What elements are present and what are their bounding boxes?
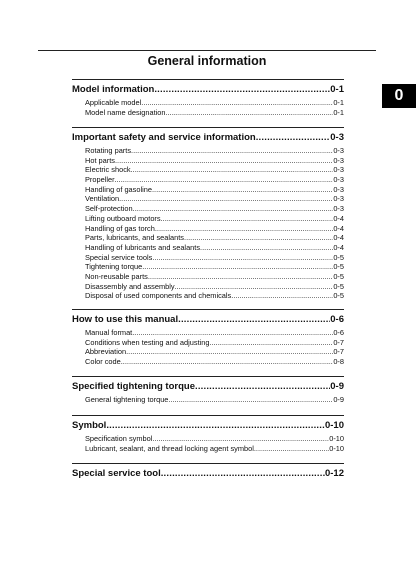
toc-heading[interactable] <box>72 314 344 326</box>
toc-section-tightening-torque <box>72 376 344 405</box>
toc-entry-label: Conditions when testing and adjusting <box>85 337 210 347</box>
toc-entry-page: 0-7 <box>333 337 344 347</box>
toc-entry-label: Propeller <box>85 175 115 185</box>
toc-entry[interactable] <box>72 282 344 292</box>
toc-entry-label: Tightening torque <box>85 262 143 272</box>
section-rule <box>72 309 344 310</box>
toc-heading[interactable] <box>72 381 344 393</box>
toc-entry-label: Disposal of used components and chemicals <box>85 291 232 301</box>
leader-dots <box>131 165 334 175</box>
toc-entry-label: Lifting outboard motors <box>85 213 161 223</box>
leader-dots <box>231 291 333 301</box>
toc-heading-page: 0-9 <box>330 381 344 392</box>
leader-dots <box>175 282 334 292</box>
toc-entry-page: 0-4 <box>333 242 344 252</box>
page-title: General information <box>147 54 267 68</box>
leader-dots <box>133 204 334 214</box>
toc-entry-page: 0-5 <box>333 291 344 301</box>
toc-section-special-service-tool <box>72 463 344 480</box>
toc-heading[interactable] <box>72 468 344 480</box>
toc-entry-label: Parts, lubricants, and sealants <box>85 233 185 243</box>
toc-entry-label: Handling of lubricants and sealants <box>85 242 201 252</box>
toc-entry-page: 0-10 <box>329 443 344 453</box>
toc-entry-page: 0-3 <box>333 165 344 175</box>
section-rule <box>72 415 344 416</box>
toc-entry-label: Manual format <box>85 328 133 337</box>
toc-entry-page: 0-6 <box>333 328 344 337</box>
leader-dots <box>131 146 333 156</box>
toc-entry-label: General tightening torque <box>85 395 169 404</box>
toc-entry-label: Color code <box>85 357 121 367</box>
header-rule <box>38 50 376 51</box>
toc-heading[interactable] <box>72 84 344 96</box>
toc-entry-page: 0-3 <box>333 146 344 155</box>
toc-entry-label: Self-protection <box>85 204 133 214</box>
toc-entry-page: 0-1 <box>333 98 344 107</box>
toc-entry[interactable] <box>72 156 344 166</box>
toc-entry-page: 0-3 <box>333 175 344 185</box>
leader-dots <box>132 328 333 338</box>
toc-heading-title: How to use this manual <box>72 314 179 325</box>
leader-dots <box>161 468 325 480</box>
toc-entry[interactable] <box>72 204 344 214</box>
leader-dots <box>195 381 330 393</box>
toc-entry-page: 0-3 <box>333 194 344 204</box>
toc-entry-page: 0-3 <box>333 204 344 214</box>
toc-entry-page: 0-4 <box>333 213 344 223</box>
toc-entry-label: Ventilation <box>85 194 120 204</box>
leader-dots <box>155 224 333 234</box>
leader-dots <box>126 347 333 357</box>
section-rule <box>72 79 344 80</box>
toc-entry[interactable] <box>72 444 344 454</box>
toc-entry-page: 0-8 <box>333 357 344 367</box>
toc-entry-page: 0-5 <box>333 262 344 272</box>
leader-dots <box>161 214 334 224</box>
leader-dots <box>115 156 333 166</box>
leader-dots <box>142 262 333 272</box>
toc-section-how-to-use <box>72 309 344 367</box>
toc-entry-page: 0-9 <box>333 395 344 404</box>
leader-dots <box>184 233 333 243</box>
toc-entry[interactable] <box>72 214 344 224</box>
toc-entry-page: 0-1 <box>333 107 344 117</box>
toc-heading-title: Specified tightening torque <box>72 381 195 392</box>
section-rule <box>72 376 344 377</box>
toc-entry-label: Hot parts <box>85 155 115 165</box>
leader-dots <box>121 357 334 367</box>
leader-dots <box>106 420 325 432</box>
toc-entry[interactable] <box>72 165 344 175</box>
toc-entry[interactable] <box>72 262 344 272</box>
toc-entry-label: Specification symbol <box>85 434 153 443</box>
toc-heading[interactable] <box>72 420 344 432</box>
leader-dots <box>152 434 329 444</box>
leader-dots <box>152 185 333 195</box>
toc-entry-label: Electric shock <box>85 165 131 175</box>
toc-entry-page: 0-3 <box>333 184 344 194</box>
leader-dots <box>119 194 333 204</box>
section-rule <box>72 127 344 128</box>
toc-entry-label: Model name designation <box>85 107 166 117</box>
toc-entry-page: 0-4 <box>333 233 344 243</box>
toc-entry-label: Handling of gas torch <box>85 223 155 233</box>
leader-dots <box>141 98 333 108</box>
toc-heading[interactable] <box>72 132 344 144</box>
toc-entry-label: Rotating parts <box>85 146 132 155</box>
leader-dots <box>200 243 333 253</box>
toc-entry[interactable] <box>72 185 344 195</box>
toc-heading-title: Special service tool <box>72 468 161 479</box>
toc-entry-page: 0-3 <box>333 155 344 165</box>
toc-entry[interactable] <box>72 338 344 348</box>
toc-entry[interactable] <box>72 243 344 253</box>
toc-entry[interactable] <box>72 395 344 405</box>
toc-entry-label: Disassembly and assembly <box>85 281 175 291</box>
toc-entry-label: Abbreviation <box>85 347 127 357</box>
toc-entry[interactable] <box>72 98 344 108</box>
toc-entry-label: Lubricant, sealant, and thread locking agent symbol <box>85 443 254 453</box>
toc-entry[interactable] <box>72 347 344 357</box>
leader-dots <box>210 338 334 348</box>
toc-heading-page: 0-6 <box>330 314 344 325</box>
leader-dots <box>178 314 330 326</box>
toc-entry-page: 0-5 <box>333 271 344 281</box>
toc-entry-label: Applicable model <box>85 98 142 107</box>
toc-section-model-information <box>72 79 344 117</box>
toc-entry[interactable] <box>72 233 344 243</box>
toc-entry[interactable] <box>72 194 344 204</box>
toc-heading-title: Model information <box>72 84 155 95</box>
toc-entry[interactable] <box>72 253 344 263</box>
toc-entry-page: 0-5 <box>333 281 344 291</box>
leader-dots <box>254 444 329 454</box>
toc-entry-page: 0-7 <box>333 347 344 357</box>
chapter-tab: 0 <box>382 84 416 108</box>
toc-entry[interactable] <box>72 434 344 444</box>
leader-dots <box>168 395 333 405</box>
toc-entry-label: Special service tools <box>85 252 153 262</box>
toc-entry-label: Handling of gasoline <box>85 184 152 194</box>
toc-entry[interactable] <box>72 146 344 156</box>
toc-entry-label: Non-reusable parts <box>85 271 148 281</box>
toc-heading-page: 0-12 <box>324 468 344 479</box>
leader-dots <box>115 175 334 185</box>
toc-section-symbol <box>72 415 344 453</box>
leader-dots <box>152 253 333 263</box>
toc-entry-page: 0-10 <box>329 434 344 443</box>
toc-heading-title: Symbol <box>72 420 107 431</box>
leader-dots <box>256 132 331 144</box>
toc-entry[interactable] <box>72 328 344 338</box>
toc-heading-page: 0-3 <box>330 132 344 143</box>
leader-dots <box>148 272 333 282</box>
toc-heading-page: 0-1 <box>330 84 344 95</box>
toc-section-safety-information <box>72 127 344 301</box>
toc-heading-title: Important safety and service information <box>72 132 256 143</box>
toc-entry[interactable] <box>72 357 344 367</box>
toc-entry[interactable] <box>72 272 344 282</box>
toc-heading-page: 0-10 <box>324 420 344 431</box>
leader-dots <box>154 84 330 96</box>
section-rule <box>72 463 344 464</box>
toc-entry-page: 0-4 <box>333 223 344 233</box>
leader-dots <box>166 108 334 118</box>
toc-entry[interactable] <box>72 175 344 185</box>
toc-entry[interactable] <box>72 224 344 234</box>
toc-entry[interactable] <box>72 108 344 118</box>
toc-entry-page: 0-5 <box>333 252 344 262</box>
toc-entry[interactable] <box>72 291 344 301</box>
